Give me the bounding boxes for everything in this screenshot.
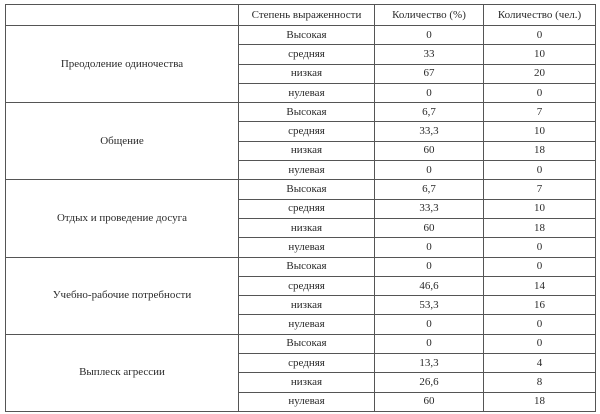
level-cell: средняя bbox=[239, 45, 375, 64]
level-cell: Высокая bbox=[239, 334, 375, 353]
level-cell: Высокая bbox=[239, 257, 375, 276]
percent-cell: 60 bbox=[375, 392, 484, 411]
count-cell: 20 bbox=[484, 64, 596, 83]
level-cell: низкая bbox=[239, 141, 375, 160]
count-cell: 7 bbox=[484, 180, 596, 199]
percent-cell: 0 bbox=[375, 26, 484, 45]
percent-cell: 33,3 bbox=[375, 122, 484, 141]
level-cell: нулевая bbox=[239, 83, 375, 102]
percent-cell: 13,3 bbox=[375, 354, 484, 373]
count-cell: 18 bbox=[484, 218, 596, 237]
table-row bbox=[6, 334, 596, 353]
header-percent: Количество (%) bbox=[375, 5, 484, 26]
percent-cell: 60 bbox=[375, 141, 484, 160]
category-cell: Общение bbox=[6, 103, 239, 180]
level-cell: нулевая bbox=[239, 392, 375, 411]
percent-cell: 0 bbox=[375, 315, 484, 334]
level-cell: низкая bbox=[239, 64, 375, 83]
count-cell: 4 bbox=[484, 354, 596, 373]
percent-cell: 46,6 bbox=[375, 276, 484, 295]
percent-cell: 0 bbox=[375, 161, 484, 180]
level-cell: нулевая bbox=[239, 315, 375, 334]
count-cell: 0 bbox=[484, 238, 596, 257]
level-cell: Высокая bbox=[239, 103, 375, 122]
level-cell: низкая bbox=[239, 373, 375, 392]
count-cell: 10 bbox=[484, 45, 596, 64]
table-row bbox=[6, 26, 596, 45]
percent-cell: 53,3 bbox=[375, 296, 484, 315]
level-cell: нулевая bbox=[239, 238, 375, 257]
table-row bbox=[6, 103, 596, 122]
level-cell: низкая bbox=[239, 296, 375, 315]
count-cell: 8 bbox=[484, 373, 596, 392]
header-level: Степень выраженности bbox=[239, 5, 375, 26]
percent-cell: 26,6 bbox=[375, 373, 484, 392]
table-row bbox=[6, 180, 596, 199]
level-cell: Высокая bbox=[239, 26, 375, 45]
percent-cell: 0 bbox=[375, 83, 484, 102]
count-cell: 0 bbox=[484, 161, 596, 180]
percent-cell: 67 bbox=[375, 64, 484, 83]
percent-cell: 6,7 bbox=[375, 180, 484, 199]
level-cell: средняя bbox=[239, 276, 375, 295]
level-cell: средняя bbox=[239, 354, 375, 373]
count-cell: 0 bbox=[484, 315, 596, 334]
percent-cell: 6,7 bbox=[375, 103, 484, 122]
level-cell: нулевая bbox=[239, 161, 375, 180]
level-cell: средняя bbox=[239, 122, 375, 141]
table-row bbox=[6, 257, 596, 276]
percent-cell: 33,3 bbox=[375, 199, 484, 218]
count-cell: 10 bbox=[484, 122, 596, 141]
category-cell: Учебно-рабочие потребности bbox=[6, 257, 239, 334]
header-category bbox=[6, 5, 239, 26]
count-cell: 0 bbox=[484, 26, 596, 45]
percent-cell: 0 bbox=[375, 238, 484, 257]
count-cell: 18 bbox=[484, 392, 596, 411]
percent-cell: 0 bbox=[375, 257, 484, 276]
level-cell: средняя bbox=[239, 199, 375, 218]
count-cell: 10 bbox=[484, 199, 596, 218]
table-body bbox=[6, 26, 596, 412]
percent-cell: 33 bbox=[375, 45, 484, 64]
count-cell: 14 bbox=[484, 276, 596, 295]
results-table bbox=[5, 4, 596, 412]
count-cell: 0 bbox=[484, 83, 596, 102]
category-cell: Выплеск агрессии bbox=[6, 334, 239, 411]
count-cell: 0 bbox=[484, 334, 596, 353]
count-cell: 7 bbox=[484, 103, 596, 122]
percent-cell: 60 bbox=[375, 218, 484, 237]
header-row bbox=[6, 5, 596, 26]
count-cell: 0 bbox=[484, 257, 596, 276]
count-cell: 16 bbox=[484, 296, 596, 315]
level-cell: низкая bbox=[239, 218, 375, 237]
header-count: Количество (чел.) bbox=[484, 5, 596, 26]
category-cell: Отдых и проведение досуга bbox=[6, 180, 239, 257]
count-cell: 18 bbox=[484, 141, 596, 160]
level-cell: Высокая bbox=[239, 180, 375, 199]
category-cell: Преодоление одиночества bbox=[6, 26, 239, 103]
percent-cell: 0 bbox=[375, 334, 484, 353]
